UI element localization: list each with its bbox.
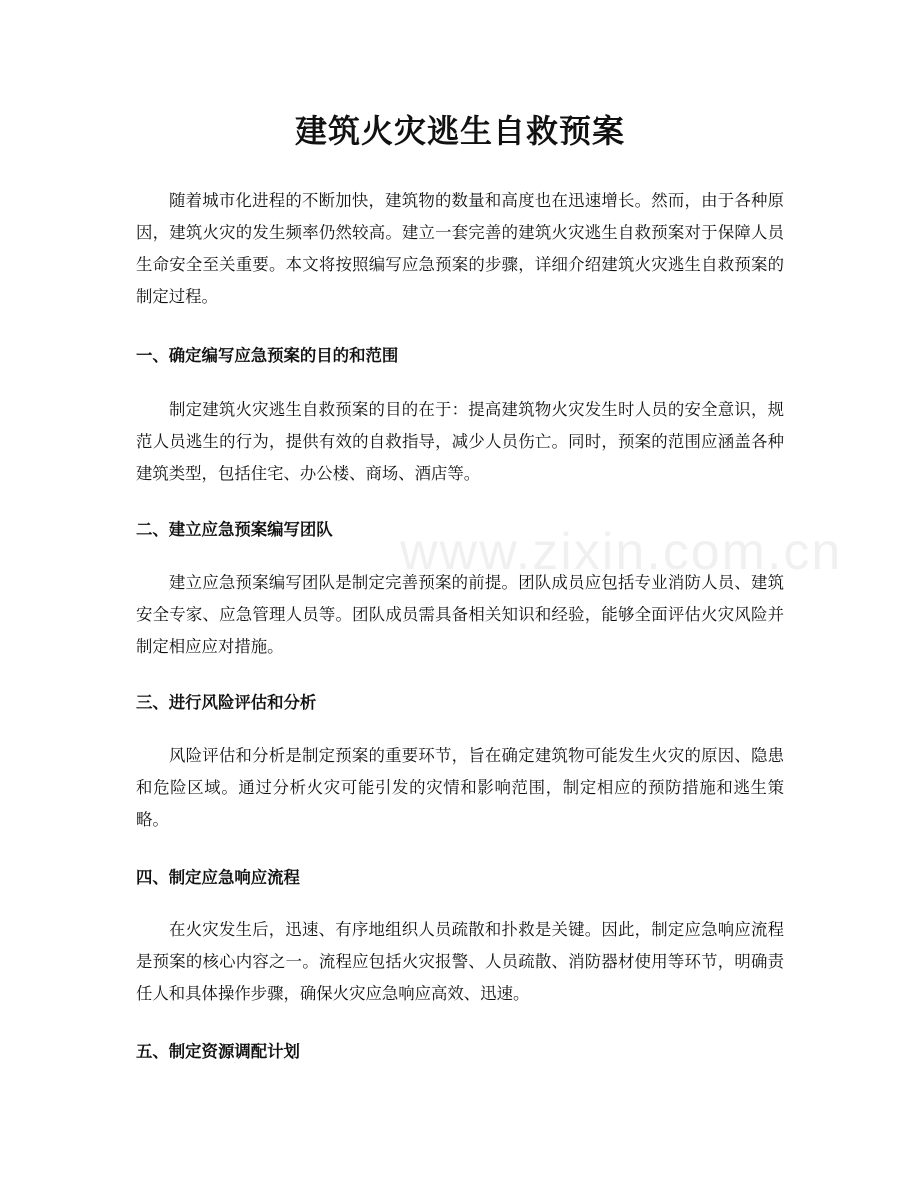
intro-paragraph: 随着城市化进程的不断加快，建筑物的数量和高度也在迅速增长。然而，由于各种原因，建筑火灾的发生频率仍然较高。建立一套完善的建筑火灾逃生自救预案对于保障人员生命安全至关重要。本文将按照编写应急预案的步骤，详细介绍建筑火灾逃生自救预案的制定过程。 [136,191,784,306]
section-1-heading: 一、确定编写应急预案的目的和范围 [136,346,399,365]
section-3-heading: 三、进行风险评估和分析 [136,693,317,712]
section-4-body: 在火灾发生后，迅速、有序地组织人员疏散和扑救是关键。因此，制定应急响应流程是预案的核心内容之一。流程应包括火灾报警、人员疏散、消防器材使用等环节，明确责任人和具体操作步骤，确保火灾应急响应高效、迅速。 [136,920,784,1003]
section-1-body: 制定建筑火灾逃生自救预案的目的在于：提高建筑物火灾发生时人员的安全意识，规范人员逃生的行为，提供有效的自救指导，减少人员伤亡。同时，预案的范围应涵盖各种建筑类型，包括住宅、办公楼、商场、酒店等。 [136,400,784,483]
section-5-heading: 五、制定资源调配计划 [136,1042,300,1061]
section-2-heading: 二、建立应急预案编写团队 [136,520,333,539]
document-title: 建筑火灾逃生自救预案 [294,112,625,150]
section-2-body: 建立应急预案编写团队是制定完善预案的前提。团队成员应包括专业消防人员、建筑安全专家、应急管理人员等。团队成员需具备相关知识和经验，能够全面评估火灾风险并制定相应应对措施。 [136,573,784,656]
section-4-heading: 四、制定应急响应流程 [136,868,300,887]
section-3-body: 风险评估和分析是制定预案的重要环节，旨在确定建筑物可能发生火灾的原因、隐患和危险区域。通过分析火灾可能引发的灾情和影响范围，制定相应的预防措施和逃生策略。 [136,746,784,829]
watermark-text: www.zixin.com.cn [400,523,843,581]
